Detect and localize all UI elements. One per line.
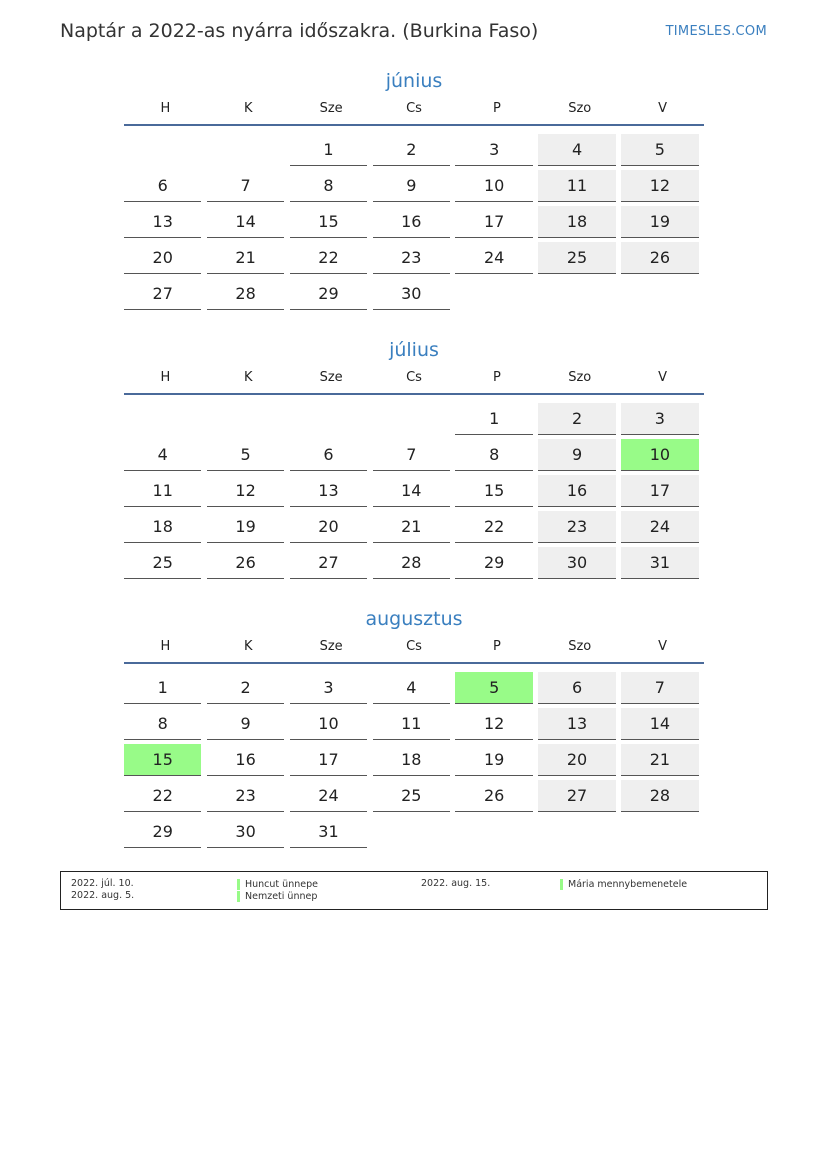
- week-row: [124, 507, 704, 543]
- day-cell: 7: [373, 439, 450, 471]
- week-row: [124, 704, 704, 740]
- month-calendar: [124, 68, 704, 310]
- day-cell: 3: [290, 672, 367, 704]
- day-cell: 27: [290, 547, 367, 579]
- weekday-label: K: [244, 370, 253, 385]
- empty-cell: [124, 134, 201, 166]
- day-cell: 11: [538, 170, 615, 202]
- day-cell: 17: [455, 206, 532, 238]
- day-cell: 12: [455, 708, 532, 740]
- weekday-label: V: [658, 370, 668, 385]
- day-cell: 18: [373, 744, 450, 776]
- day-cell: 26: [207, 547, 284, 579]
- day-cell: 16: [538, 475, 615, 507]
- week-row: [124, 130, 704, 166]
- week-row: [124, 274, 704, 310]
- day-cell: 24: [455, 242, 532, 274]
- day-cell: 10: [455, 170, 532, 202]
- empty-cell: [538, 278, 615, 310]
- day-cell: 18: [124, 511, 201, 543]
- day-cell: 10: [621, 439, 698, 471]
- day-cell: 2: [538, 403, 615, 435]
- day-cell: 18: [538, 206, 615, 238]
- legend-item: [237, 878, 318, 890]
- day-cell: 22: [455, 511, 532, 543]
- week-row: [124, 435, 704, 471]
- week-row: [124, 471, 704, 507]
- legend-item: [237, 890, 317, 902]
- day-cell: 30: [373, 278, 450, 310]
- weekday-label: P: [492, 639, 501, 654]
- day-cell: 25: [373, 780, 450, 812]
- weekday-label: H: [160, 639, 171, 654]
- empty-cell: [373, 816, 450, 848]
- empty-cell: [373, 403, 450, 435]
- day-cell: 2: [207, 672, 284, 704]
- day-cell: 16: [207, 744, 284, 776]
- day-cell: 20: [290, 511, 367, 543]
- day-cell: 27: [538, 780, 615, 812]
- holiday-marker-icon: [237, 891, 240, 902]
- day-cell: 1: [290, 134, 367, 166]
- weekday-label: Cs: [406, 101, 422, 116]
- day-cell: 14: [207, 206, 284, 238]
- weekday-label: V: [658, 101, 668, 116]
- day-cell: 13: [538, 708, 615, 740]
- legend-date: 2022. júl. 10.: [71, 878, 134, 889]
- day-cell: 31: [621, 547, 698, 579]
- day-cell: 21: [207, 242, 284, 274]
- week-row: [124, 668, 704, 704]
- weekday-label: H: [160, 101, 171, 116]
- day-cell: 8: [124, 708, 201, 740]
- day-cell: 23: [207, 780, 284, 812]
- brand-link[interactable]: TIMESLES.COM: [665, 24, 767, 39]
- day-cell: 2: [373, 134, 450, 166]
- weekday-label: V: [658, 639, 668, 654]
- day-cell: 19: [621, 206, 698, 238]
- empty-cell: [290, 403, 367, 435]
- week-row: [124, 399, 704, 435]
- day-cell: 13: [124, 206, 201, 238]
- day-cell: 11: [373, 708, 450, 740]
- day-cell: 29: [455, 547, 532, 579]
- day-cell: 7: [621, 672, 698, 704]
- legend-holiday-name: Nemzeti ünnep: [245, 890, 318, 902]
- day-cell: 3: [621, 403, 698, 435]
- week-row: [124, 543, 704, 579]
- day-cell: 15: [455, 475, 532, 507]
- empty-cell: [455, 278, 532, 310]
- week-row: [124, 166, 704, 202]
- weekday-label: Sze: [319, 370, 343, 385]
- day-cell: 17: [290, 744, 367, 776]
- empty-cell: [124, 403, 201, 435]
- weekday-header: [124, 367, 704, 395]
- empty-cell: [207, 134, 284, 166]
- day-cell: 27: [124, 278, 201, 310]
- day-cell: 6: [538, 672, 615, 704]
- weekday-label: Sze: [319, 101, 343, 116]
- day-cell: 14: [373, 475, 450, 507]
- holiday-marker-icon: [237, 879, 240, 890]
- month-calendar: [124, 606, 704, 848]
- weekday-label: Szo: [568, 370, 592, 385]
- month-name: július: [389, 339, 439, 361]
- day-cell: 3: [455, 134, 532, 166]
- day-cell: 19: [455, 744, 532, 776]
- day-cell: 15: [124, 744, 201, 776]
- month-name: június: [385, 70, 443, 92]
- week-row: [124, 812, 704, 848]
- day-cell: 21: [621, 744, 698, 776]
- day-cell: 29: [124, 816, 201, 848]
- weekday-label: H: [160, 370, 171, 385]
- day-cell: 9: [538, 439, 615, 471]
- legend-date: 2022. aug. 15.: [421, 878, 491, 889]
- legend-holiday-name: Mária mennybemenetele: [568, 878, 688, 890]
- empty-cell: [621, 278, 698, 310]
- day-cell: 17: [621, 475, 698, 507]
- day-cell: 4: [538, 134, 615, 166]
- day-cell: 29: [290, 278, 367, 310]
- day-cell: 9: [207, 708, 284, 740]
- day-cell: 6: [124, 170, 201, 202]
- day-cell: 21: [373, 511, 450, 543]
- weekday-label: Cs: [406, 639, 422, 654]
- day-cell: 28: [373, 547, 450, 579]
- day-cell: 5: [621, 134, 698, 166]
- day-cell: 30: [207, 816, 284, 848]
- day-cell: 13: [290, 475, 367, 507]
- weekday-label: P: [492, 370, 501, 385]
- legend-date: 2022. aug. 5.: [71, 890, 135, 901]
- weekday-label: Szo: [568, 101, 592, 116]
- day-cell: 11: [124, 475, 201, 507]
- legend-item: [560, 878, 687, 890]
- day-cell: 8: [455, 439, 532, 471]
- day-cell: 26: [621, 242, 698, 274]
- day-cell: 26: [455, 780, 532, 812]
- day-cell: 24: [290, 780, 367, 812]
- weekday-label: K: [244, 101, 253, 116]
- day-cell: 5: [455, 672, 532, 704]
- day-cell: 9: [373, 170, 450, 202]
- day-cell: 1: [124, 672, 201, 704]
- day-cell: 25: [538, 242, 615, 274]
- day-cell: 28: [207, 278, 284, 310]
- month-name: augusztus: [365, 608, 463, 630]
- day-cell: 28: [621, 780, 698, 812]
- day-cell: 1: [455, 403, 532, 435]
- day-cell: 4: [124, 439, 201, 471]
- day-cell: 15: [290, 206, 367, 238]
- day-cell: 23: [538, 511, 615, 543]
- day-cell: 12: [207, 475, 284, 507]
- week-row: [124, 740, 704, 776]
- week-row: [124, 202, 704, 238]
- weekday-header: [124, 636, 704, 664]
- day-cell: 4: [373, 672, 450, 704]
- weekday-header: [124, 98, 704, 126]
- day-cell: 25: [124, 547, 201, 579]
- empty-cell: [207, 403, 284, 435]
- day-cell: 31: [290, 816, 367, 848]
- day-cell: 30: [538, 547, 615, 579]
- weekday-label: Cs: [406, 370, 422, 385]
- day-cell: 19: [207, 511, 284, 543]
- empty-cell: [621, 816, 698, 848]
- day-cell: 14: [621, 708, 698, 740]
- weekday-label: Szo: [568, 639, 592, 654]
- holiday-marker-icon: [560, 879, 563, 890]
- day-cell: 16: [373, 206, 450, 238]
- empty-cell: [538, 816, 615, 848]
- weekday-label: P: [492, 101, 501, 116]
- week-row: [124, 776, 704, 812]
- holiday-legend: [60, 871, 768, 910]
- legend-holiday-name: Huncut ünnepe: [245, 878, 318, 890]
- day-cell: 12: [621, 170, 698, 202]
- day-cell: 5: [207, 439, 284, 471]
- day-cell: 24: [621, 511, 698, 543]
- day-cell: 6: [290, 439, 367, 471]
- day-cell: 20: [538, 744, 615, 776]
- page-title: Naptár a 2022-as nyárra időszakra. (Burkina Faso): [60, 20, 539, 42]
- day-cell: 7: [207, 170, 284, 202]
- day-cell: 22: [124, 780, 201, 812]
- empty-cell: [455, 816, 532, 848]
- month-calendar: [124, 337, 704, 579]
- day-cell: 8: [290, 170, 367, 202]
- day-cell: 23: [373, 242, 450, 274]
- weekday-label: Sze: [319, 639, 343, 654]
- day-cell: 10: [290, 708, 367, 740]
- weekday-label: K: [244, 639, 253, 654]
- week-row: [124, 238, 704, 274]
- day-cell: 20: [124, 242, 201, 274]
- day-cell: 22: [290, 242, 367, 274]
